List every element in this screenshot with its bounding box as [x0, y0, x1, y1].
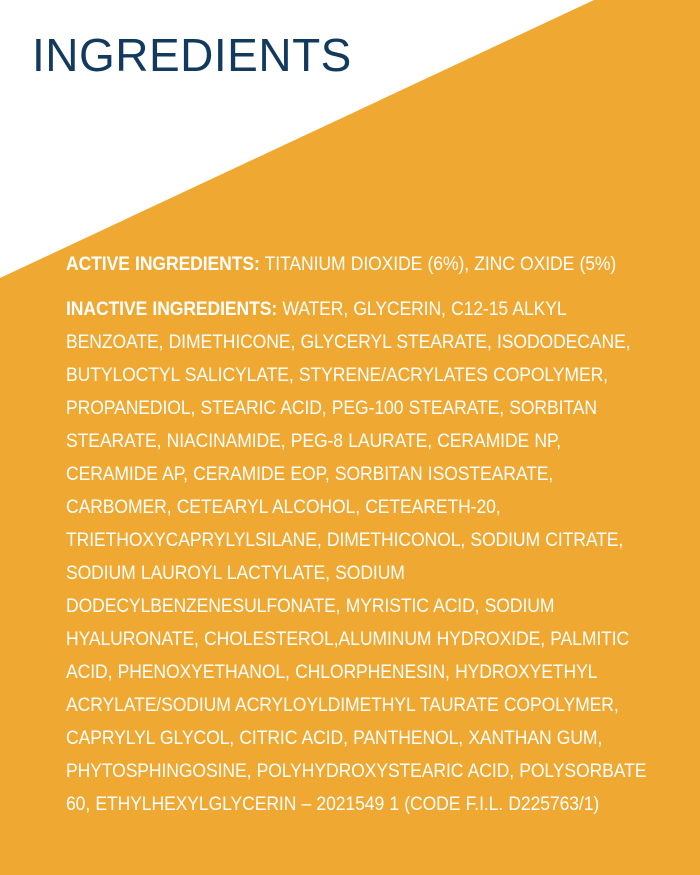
active-ingredients-text: TITANIUM DIOXIDE (6%), ZINC OXIDE (5%)	[259, 253, 617, 275]
page-title: INGREDIENTS	[32, 29, 352, 81]
active-ingredients-paragraph	[66, 248, 653, 281]
inactive-ingredients-label: INACTIVE INGREDIENTS:	[66, 298, 278, 320]
active-ingredients-label: ACTIVE INGREDIENTS:	[66, 253, 260, 275]
inactive-ingredients-paragraph	[66, 293, 653, 821]
inactive-ingredients-text: WATER, GLYCERIN, C12-15 ALKYL BENZOATE, DIMETHICONE, GLYCERYL STEARATE, ISODODECANE, BUTYLOCTYL SALICYLATE, STYRENE/ACRYLATES COPOLYMER, PROPANEDIOL, STEARIC ACID, PEG-100 STEARATE, SORBITAN STEARATE, NIACINAMIDE, PEG-8 LAURATE, CERAMIDE NP, CERAMIDE AP, CERAMIDE EOP, SORBITAN ISOSTEARATE, CARBOMER, CETEARYL ALCOHOL, CETEARETH-20, TRIETHOXYCAPRYLYLSILANE, DIMETHICONOL, SODIUM CITRATE, SODIUM LAUROYL LACTYLATE, SODIUM DODECYLBENZENESULFONATE, MYRISTIC ACID, SODIUM HYALURONATE, CHOLESTEROL,ALUMINUM HYDROXIDE, PALMITIC ACID, PHENOXYETHANOL, CHLORPHENESIN, HYDROXYETHYL ACRYLATE/SODIUM ACRYLOYLDIMETHYL TAURATE COPOLYMER, CAPRYLYL GLYCOL, CITRIC ACID, PANTHENOL, XANTHAN GUM, PHYTOSPHINGOSINE, POLYHYDROXYSTEARIC ACID, POLYSORBATE 60, ETHYLHEXYLGLYCERIN – 2021549 1 (CODE F.I.L. D225763/1)	[66, 298, 647, 815]
ingredients-content	[66, 248, 654, 821]
